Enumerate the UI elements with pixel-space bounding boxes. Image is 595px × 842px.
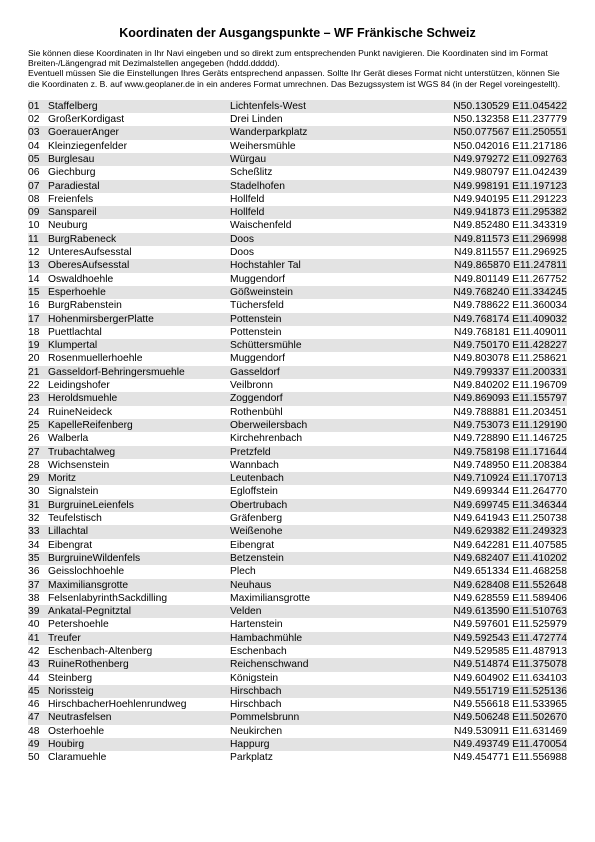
coordinates: N49.801149 E11.267752 [454, 273, 567, 285]
row-number: 08 [28, 193, 40, 205]
start-point: Veilbronn [230, 380, 273, 392]
row-number: 42 [28, 645, 40, 657]
start-point: Tüchersfeld [230, 300, 284, 312]
row-number: 47 [28, 711, 48, 724]
table-row [28, 432, 567, 445]
table-row [28, 419, 567, 432]
row-number: 23 [28, 392, 48, 405]
row-number: 41 [28, 632, 48, 645]
table-row [28, 352, 567, 365]
table-row [28, 605, 567, 618]
route-name: Steinberg [48, 672, 93, 684]
start-point: Muggendorf [230, 273, 285, 285]
coordinates: N49.865870 E11.247811 [430, 259, 567, 272]
table-row [28, 446, 567, 459]
route-name: Klumpertal [48, 339, 230, 352]
coordinates: N49.979272 E11.092763 [430, 153, 567, 166]
coordinates: N49.514874 E11.375078 [430, 658, 567, 671]
start-point: Neuhaus [230, 579, 430, 592]
table-row [28, 339, 567, 352]
coordinates: N50.042016 E11.217186 [453, 140, 567, 152]
intro-text [28, 48, 567, 89]
table-row [28, 366, 567, 379]
coordinates-table [28, 100, 567, 765]
route-name: RuineNeideck [48, 406, 113, 418]
route-name: Treufer [48, 632, 230, 645]
row-number: 40 [28, 619, 40, 631]
route-name: Geisslochhoehle [48, 566, 125, 578]
table-row [28, 140, 567, 153]
table-row [28, 552, 567, 565]
route-name: Esperhoehle [48, 286, 230, 299]
table-row [28, 406, 567, 419]
start-point: Maximiliansgrotte [230, 592, 311, 604]
start-point: Egloffstein [230, 486, 278, 498]
coordinates: N49.803078 E11.258621 [453, 353, 567, 365]
table-row [28, 219, 567, 232]
route-name: BurgruineWildenfels [48, 552, 230, 565]
row-number: 30 [28, 486, 40, 498]
table-row [28, 565, 567, 578]
route-name: GroßerKordigast [48, 114, 125, 126]
coordinates: N49.941873 E11.295382 [430, 206, 567, 219]
coordinates: N49.811557 E11.296925 [454, 247, 567, 259]
start-point: Betzenstein [230, 552, 430, 565]
route-name: Teufelstisch [48, 513, 102, 525]
start-point: Eibengrat [230, 539, 275, 551]
start-point: Doos [230, 247, 255, 259]
start-point: Schüttersmühle [230, 339, 430, 352]
row-number: 38 [28, 592, 40, 604]
row-number: 48 [28, 725, 40, 737]
route-name: Rosenmuellerhoehle [48, 353, 143, 365]
route-name: Leidingshofer [48, 380, 110, 392]
route-name: Osterhoehle [48, 725, 105, 737]
table-row [28, 751, 567, 764]
table-row [28, 512, 567, 525]
row-number: 34 [28, 539, 40, 551]
table-row [28, 485, 567, 498]
coordinates: N49.629382 E11.249323 [430, 525, 567, 538]
coordinates: N49.641943 E11.250738 [453, 513, 567, 525]
row-number: 25 [28, 419, 48, 432]
table-row [28, 539, 567, 552]
coordinates: N49.699344 E11.264770 [453, 486, 567, 498]
route-name: HohenmirsbergerPlatte [48, 313, 230, 326]
row-number: 16 [28, 300, 40, 312]
route-name: FelsenlabyrinthSackdilling [48, 592, 168, 604]
coordinates: N49.597601 E11.525979 [453, 619, 567, 631]
start-point: Königstein [230, 672, 279, 684]
start-point: Würgau [230, 153, 430, 166]
coordinates: N49.493749 E11.470054 [430, 738, 567, 751]
coordinates: N49.768174 E11.409032 [430, 313, 567, 326]
route-name: Trubachtalweg [48, 446, 230, 459]
start-point: Gößweinstein [230, 286, 430, 299]
route-name: Walberla [48, 433, 89, 445]
table-row [28, 738, 567, 751]
row-number: 44 [28, 672, 40, 684]
coordinates: N49.852480 E11.343319 [453, 220, 567, 232]
coordinates: N49.728890 E11.146725 [453, 433, 567, 445]
route-name: BurgruineLeienfels [48, 499, 230, 512]
start-point: Weißenohe [230, 525, 430, 538]
route-name: RuineRothenberg [48, 658, 230, 671]
row-number: 27 [28, 446, 48, 459]
table-row [28, 658, 567, 671]
start-point: Waischenfeld [230, 220, 292, 232]
route-name: Signalstein [48, 486, 99, 498]
coordinates: N49.592543 E11.472774 [430, 632, 567, 645]
route-name: BurgRabeneck [48, 233, 230, 246]
start-point: Doos [230, 233, 430, 246]
coordinates: N50.077567 E11.250551 [430, 126, 567, 139]
start-point: Pretzfeld [230, 446, 430, 459]
route-name: KapelleReifenberg [48, 419, 230, 432]
row-number: 15 [28, 286, 48, 299]
row-number: 19 [28, 339, 48, 352]
row-number: 17 [28, 313, 48, 326]
row-number: 31 [28, 499, 48, 512]
coordinates: N49.750170 E11.428227 [430, 339, 567, 352]
table-row [28, 246, 567, 259]
start-point: Eschenbach [230, 645, 287, 657]
route-name: Petershoehle [48, 619, 109, 631]
route-name: HirschbacherHoehlenrundweg [48, 699, 187, 711]
coordinates: N49.682407 E11.410202 [430, 552, 567, 565]
coordinates: N49.529585 E11.487913 [453, 645, 567, 657]
start-point: Hartenstein [230, 619, 283, 631]
start-point: Reichenschwand [230, 658, 430, 671]
table-row [28, 698, 567, 711]
row-number: 10 [28, 220, 40, 232]
row-number: 33 [28, 525, 48, 538]
row-number: 39 [28, 605, 48, 618]
start-point: Zoggendorf [230, 392, 430, 405]
route-name: Neutrasfelsen [48, 711, 230, 724]
route-name: Puettlachtal [48, 326, 102, 338]
row-number: 09 [28, 206, 48, 219]
row-number: 01 [28, 100, 48, 113]
row-number: 43 [28, 658, 48, 671]
table-row [28, 592, 567, 605]
start-point: Happurg [230, 738, 430, 751]
start-point: Weihersmühle [230, 140, 296, 152]
coordinates: N49.788622 E11.360034 [453, 300, 567, 312]
row-number: 46 [28, 699, 40, 711]
coordinates: N49.758198 E11.171644 [430, 446, 567, 459]
coordinates: N49.628559 E11.589406 [453, 592, 567, 604]
route-name: Lillachtal [48, 525, 230, 538]
row-number: 07 [28, 180, 48, 193]
route-name: Eibengrat [48, 539, 93, 551]
intro-paragraph: Eventuell müssen Sie die Einstellungen Ihres Geräts entsprechend anpassen. Sollte Ihr Gerät dieses Format nicht unterstützen, können Sie die Koordinaten z. B. auf www.geoplaner.de in ein anderes Format umrechnen. Das Bezugssystem ist WGS 84 (in der Regel voreingestellt). [28, 68, 561, 89]
start-point: Neukirchen [230, 725, 283, 737]
table-row [28, 153, 567, 166]
route-name: Heroldsmuehle [48, 392, 230, 405]
start-point: Oberweilersbach [230, 419, 430, 432]
table-row [28, 672, 567, 685]
route-name: OberesAufsesstal [48, 259, 230, 272]
start-point: Gasseldorf [230, 366, 430, 379]
table-row [28, 193, 567, 206]
row-number: 21 [28, 366, 48, 379]
coordinates: N50.132358 E11.237779 [453, 114, 567, 126]
row-number: 45 [28, 685, 48, 698]
table-row [28, 618, 567, 631]
row-number: 26 [28, 433, 40, 445]
table-row [28, 259, 567, 272]
start-point: Kirchehrenbach [230, 433, 303, 445]
table-row [28, 645, 567, 658]
start-point: Pottenstein [230, 313, 430, 326]
coordinates: N49.799337 E11.200331 [430, 366, 567, 379]
table-row [28, 233, 567, 246]
start-point: Leutenbach [230, 472, 430, 485]
start-point: Velden [230, 605, 430, 618]
route-name: Maximiliansgrotte [48, 579, 230, 592]
route-name: Burglesau [48, 153, 230, 166]
table-row [28, 100, 567, 113]
coordinates: N49.642281 E11.407585 [453, 539, 567, 551]
coordinates: N49.940195 E11.291223 [453, 193, 567, 205]
table-row [28, 459, 567, 472]
table-row [28, 299, 567, 312]
table-row [28, 632, 567, 645]
coordinates: N49.454771 E11.556988 [453, 752, 567, 764]
table-row [28, 126, 567, 139]
coordinates: N49.753073 E11.129190 [430, 419, 567, 432]
start-point: Lichtenfels-West [230, 100, 430, 113]
start-point: Parkplatz [230, 752, 273, 764]
table-row [28, 379, 567, 392]
row-number: 24 [28, 406, 40, 418]
coordinates: N49.613590 E11.510763 [430, 605, 567, 618]
coordinates: N49.748950 E11.208384 [453, 459, 567, 471]
coordinates: N49.768181 E11.409011 [454, 326, 567, 338]
start-point: Hollfeld [230, 206, 430, 219]
row-number: 12 [28, 247, 40, 259]
start-point: Hochstahler Tal [230, 259, 430, 272]
table-row [28, 286, 567, 299]
coordinates: N49.506248 E11.502670 [430, 711, 567, 724]
table-row [28, 579, 567, 592]
table-row [28, 685, 567, 698]
coordinates: N49.604902 E11.634103 [453, 672, 567, 684]
start-point: Hollfeld [230, 193, 265, 205]
row-number: 18 [28, 326, 40, 338]
route-name: Sanspareil [48, 206, 230, 219]
row-number: 20 [28, 353, 40, 365]
table-row [28, 392, 567, 405]
row-number: 04 [28, 140, 40, 152]
route-name: BurgRabenstein [48, 300, 122, 312]
row-number: 13 [28, 259, 48, 272]
row-number: 35 [28, 552, 48, 565]
coordinates: N49.768240 E11.334245 [430, 286, 567, 299]
coordinates: N49.710924 E11.170713 [430, 472, 567, 485]
table-row [28, 326, 567, 339]
coordinates: N49.530911 E11.631469 [454, 725, 567, 737]
table-row [28, 166, 567, 179]
row-number: 02 [28, 114, 40, 126]
row-number: 50 [28, 752, 40, 764]
start-point: Hambachmühle [230, 632, 430, 645]
row-number: 28 [28, 459, 40, 471]
table-row [28, 313, 567, 326]
route-name: Moritz [48, 472, 230, 485]
route-name: Oswaldhoehle [48, 273, 114, 285]
route-name: Houbirg [48, 738, 230, 751]
route-name: Staffelberg [48, 100, 230, 113]
row-number: 05 [28, 153, 48, 166]
coordinates: N49.699745 E11.346344 [430, 499, 567, 512]
coordinates: N49.811573 E11.296998 [430, 233, 567, 246]
route-name: Gasseldorf-Behringersmuehle [48, 366, 230, 379]
route-name: Eschenbach-Altenberg [48, 645, 153, 657]
route-name: Ankatal-Pegnitztal [48, 605, 230, 618]
start-point: Pottenstein [230, 326, 282, 338]
coordinates: N49.651334 E11.468258 [453, 566, 567, 578]
start-point: Plech [230, 566, 256, 578]
table-row [28, 180, 567, 193]
route-name: Freienfels [48, 193, 94, 205]
start-point: Drei Linden [230, 114, 283, 126]
row-number: 06 [28, 167, 40, 179]
row-number: 29 [28, 472, 48, 485]
start-point: Stadelhofen [230, 180, 430, 193]
route-name: UnteresAufsesstal [48, 247, 132, 259]
row-number: 11 [28, 233, 48, 246]
start-point: Wannbach [230, 459, 279, 471]
start-point: Gräfenberg [230, 513, 283, 525]
start-point: Muggendorf [230, 353, 285, 365]
intro-paragraph: Sie können diese Koordinaten in Ihr Navi eingeben und so direkt zum entsprechenden Punkt navigieren. Die Koordinaten sind im Format Breiten-/Längengrad mit Dezimalstellen angegeben (hddd.ddddd). [28, 48, 548, 69]
page-title: Koordinaten der Ausgangspunkte – WF Fränkische Schweiz [119, 26, 476, 40]
start-point: Hirschbach [230, 699, 282, 711]
route-name: Claramuehle [48, 752, 107, 764]
start-point: Hirschbach [230, 685, 430, 698]
table-row [28, 206, 567, 219]
table-row [28, 725, 567, 738]
route-name: Neuburg [48, 220, 88, 232]
row-number: 49 [28, 738, 48, 751]
coordinates: N50.130529 E11.045422 [430, 100, 567, 113]
row-number: 32 [28, 513, 40, 525]
coordinates: N49.840202 E11.196709 [453, 380, 567, 392]
table-row [28, 113, 567, 126]
route-name: Kleinziegenfelder [48, 140, 127, 152]
route-name: Norissteig [48, 685, 230, 698]
table-row [28, 273, 567, 286]
coordinates: N49.869093 E11.155797 [430, 392, 567, 405]
route-name: Giechburg [48, 167, 96, 179]
coordinates: N49.628408 E11.552648 [430, 579, 567, 592]
coordinates: N49.788881 E11.203451 [453, 406, 567, 418]
table-row [28, 711, 567, 724]
coordinates: N49.998191 E11.197123 [430, 180, 567, 193]
coordinates: N49.556618 E11.533965 [453, 699, 567, 711]
table-row [28, 525, 567, 538]
table-row [28, 499, 567, 512]
table-row [28, 472, 567, 485]
coordinates: N49.551719 E11.525136 [430, 685, 567, 698]
route-name: Paradiestal [48, 180, 230, 193]
start-point: Pommelsbrunn [230, 711, 430, 724]
row-number: 14 [28, 273, 40, 285]
row-number: 03 [28, 126, 48, 139]
row-number: 22 [28, 380, 40, 392]
start-point: Rothenbühl [230, 406, 283, 418]
start-point: Obertrubach [230, 499, 430, 512]
row-number: 36 [28, 566, 40, 578]
coordinates: N49.980797 E11.042439 [453, 167, 567, 179]
route-name: GoerauerAnger [48, 126, 230, 139]
start-point: Wanderparkplatz [230, 126, 430, 139]
row-number: 37 [28, 579, 48, 592]
start-point: Scheßlitz [230, 167, 273, 179]
route-name: Wichsenstein [48, 459, 110, 471]
coordinates-table-body [28, 100, 567, 765]
spacer [28, 89, 567, 100]
